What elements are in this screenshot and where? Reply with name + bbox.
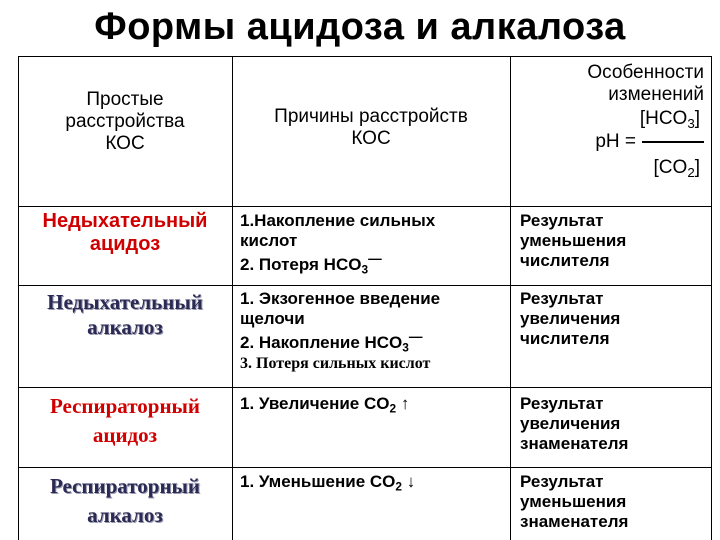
header-causes	[232, 106, 510, 150]
table-border-top	[18, 56, 712, 57]
row-divider-4	[18, 467, 712, 468]
fraction-bar	[642, 141, 704, 143]
row-name-respiratory-acidosis: Респираторный ацидоз	[49, 394, 201, 447]
row-divider-2	[18, 285, 712, 286]
effect-nonrespiratory-acidosis: Результат уменьшения числителя	[520, 211, 627, 270]
row-name-respiratory-alkalosis: Респираторный алкалоз	[49, 474, 201, 527]
header-simple-disorders	[18, 89, 232, 156]
header-col1-line3: КОС	[105, 133, 145, 155]
formula-ph: pH =	[595, 130, 636, 152]
row-divider-3	[18, 387, 712, 388]
header-col1-line1: Простые	[86, 89, 164, 110]
acid-base-table	[18, 56, 712, 540]
row-name-nonrespiratory-acidosis: Недыхательный ацидоз	[42, 210, 208, 256]
header-features	[510, 62, 710, 179]
causes-respiratory-alkalosis: 1. Уменьшение $CO_2$ ↓	[240, 472, 416, 494]
page-title: Формы ацидоза и алкалоза	[94, 6, 626, 48]
effect-respiratory-acidosis: Результат увеличения знаменателя	[520, 394, 629, 453]
header-col2-line1: Причины расстройств	[274, 106, 468, 127]
header-col1-line2: расстройства	[65, 111, 185, 133]
effect-nonrespiratory-alkalosis: Результат увеличения числителя	[520, 289, 621, 348]
causes-respiratory-acidosis: 1. Увеличение $CO_2$ ↑	[240, 394, 410, 416]
causes-nonrespiratory-acidosis: 1.Накопление сильных кислот 2. Потеря $HCO_3^—$	[240, 211, 436, 277]
header-col3-line2: изменений	[608, 84, 704, 106]
ph-formula	[510, 108, 704, 179]
causes-nonrespiratory-alkalosis: 1. Экзогенное введение щелочи 2. Накопление $HCO_3^—$ 3. Потеря сильных кислот	[240, 289, 441, 373]
header-col3-line1: Особенности	[587, 62, 704, 83]
formula-line	[510, 131, 704, 153]
effect-respiratory-alkalosis: Результат уменьшения знаменателя	[520, 472, 629, 531]
row-name-nonrespiratory-alkalosis: Недыхательный алкалоз	[47, 290, 203, 339]
formula-numerator: $[HCO_3]$	[639, 108, 700, 132]
row-divider-1	[18, 206, 712, 207]
formula-denominator: $[CO_2]$	[653, 156, 700, 180]
header-col2-line2: КОС	[351, 128, 391, 150]
